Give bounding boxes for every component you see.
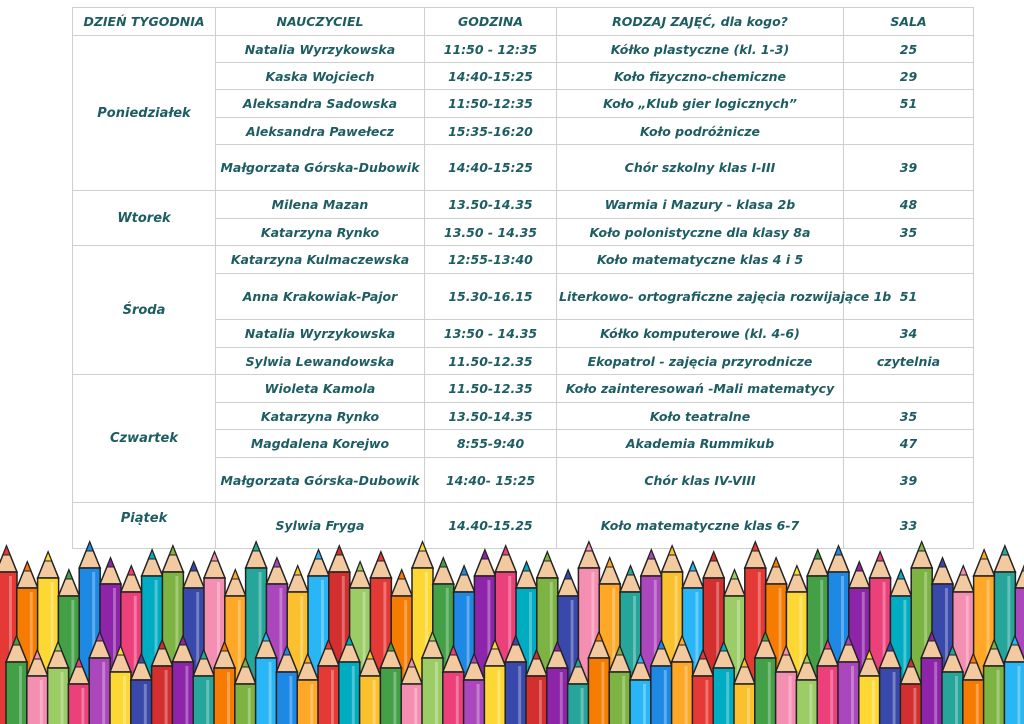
teacher-cell: Katarzyna Rynko [216, 403, 425, 430]
room-cell: czytelnia [844, 348, 974, 375]
time-cell: 12:55-13:40 [425, 246, 557, 274]
teacher-cell: Aleksandra Pawełecz [216, 118, 425, 145]
activity-cell: Kółko komputerowe (kl. 4-6) [557, 320, 844, 348]
room-cell [844, 375, 974, 403]
activity-cell: Koło polonistyczne dla klasy 8a [557, 219, 844, 246]
room-cell: 39 [844, 145, 974, 191]
table-row [73, 36, 974, 63]
teacher-cell: Anna Krakowiak-Pajor [216, 274, 425, 320]
teacher-cell: Milena Mazan [216, 191, 425, 219]
time-cell: 13.50-14.35 [425, 403, 557, 430]
room-cell: 51 [844, 90, 974, 118]
time-cell: 11.50-12.35 [425, 348, 557, 375]
table-row [73, 246, 974, 274]
header-day: DZIEŃ TYGODNIA [73, 8, 216, 36]
table-row [73, 191, 974, 219]
room-cell: 47 [844, 430, 974, 458]
header-time: GODZINA [425, 8, 557, 36]
teacher-cell: Katarzyna Rynko [216, 219, 425, 246]
time-cell: 8:55-9:40 [425, 430, 557, 458]
activity-cell: Ekopatrol - zajęcia przyrodnicze [557, 348, 844, 375]
teacher-cell: Magdalena Korejwo [216, 430, 425, 458]
time-cell: 15:35-16:20 [425, 118, 557, 145]
time-cell: 15.30-16.15 [425, 274, 557, 320]
pencils-decoration [0, 540, 1024, 724]
activity-cell: Koło podróżnicze [557, 118, 844, 145]
time-cell: 13.50-14.35 [425, 191, 557, 219]
time-cell: 13:50 - 14.35 [425, 320, 557, 348]
room-cell: 29 [844, 63, 974, 90]
teacher-cell: Kaska Wojciech [216, 63, 425, 90]
room-cell [844, 246, 974, 274]
activity-cell: Koło matematyczne klas 6-7 [557, 503, 844, 549]
day-monday: Poniedziałek [73, 36, 216, 191]
time-cell: 14.40-15.25 [425, 503, 557, 549]
teacher-cell: Sylwia Lewandowska [216, 348, 425, 375]
header-activity: RODZAJ ZAJĘĆ, dla kogo? [557, 8, 844, 36]
table-row [73, 375, 974, 403]
activity-cell: Akademia Rummikub [557, 430, 844, 458]
time-cell: 11.50-12.35 [425, 375, 557, 403]
room-cell: 51 [844, 274, 974, 320]
teacher-cell: Wioleta Kamola [216, 375, 425, 403]
room-cell: 34 [844, 320, 974, 348]
activity-cell: Koło fizyczno-chemiczne [557, 63, 844, 90]
teacher-cell: Aleksandra Sadowska [216, 90, 425, 118]
time-cell: 11:50 - 12:35 [425, 36, 557, 63]
time-cell: 14:40-15:25 [425, 63, 557, 90]
teacher-cell: Małgorzata Górska-Dubowik [216, 458, 425, 503]
day-tuesday: Wtorek [73, 191, 216, 246]
time-cell: 13.50 - 14.35 [425, 219, 557, 246]
time-cell: 11:50-12:35 [425, 90, 557, 118]
activity-cell: Koło teatralne [557, 403, 844, 430]
room-cell: 39 [844, 458, 974, 503]
activity-cell: Koło matematyczne klas 4 i 5 [557, 246, 844, 274]
schedule-table [72, 7, 974, 549]
activity-cell: Warmia i Mazury - klasa 2b [557, 191, 844, 219]
teacher-cell: Katarzyna Kulmaczewska [216, 246, 425, 274]
teacher-cell: Małgorzata Górska-Dubowik [216, 145, 425, 191]
header-room: SALA [844, 8, 974, 36]
header-teacher: NAUCZYCIEL [216, 8, 425, 36]
room-cell: 25 [844, 36, 974, 63]
teacher-cell: Natalia Wyrzykowska [216, 320, 425, 348]
day-friday: Piątek [73, 503, 216, 549]
room-cell: 33 [844, 503, 974, 549]
activity-cell: Literkowo- ortograficzne zajęcia rozwijające 1b [557, 274, 844, 320]
room-cell [844, 118, 974, 145]
activity-cell: Koło zainteresowań -Mali matematycy [557, 375, 844, 403]
day-wednesday: Środa [73, 246, 216, 375]
activity-cell: Kółko plastyczne (kl. 1-3) [557, 36, 844, 63]
activity-cell: Chór klas IV-VIII [557, 458, 844, 503]
activity-cell: Chór szkolny klas I-III [557, 145, 844, 191]
room-cell: 35 [844, 219, 974, 246]
activity-cell: Koło „Klub gier logicznych” [557, 90, 844, 118]
room-cell: 48 [844, 191, 974, 219]
teacher-cell: Sylwia Fryga [216, 503, 425, 549]
room-cell: 35 [844, 403, 974, 430]
day-thursday: Czwartek [73, 375, 216, 503]
header-row [73, 8, 974, 36]
time-cell: 14:40-15:25 [425, 145, 557, 191]
time-cell: 14:40- 15:25 [425, 458, 557, 503]
teacher-cell: Natalia Wyrzykowska [216, 36, 425, 63]
